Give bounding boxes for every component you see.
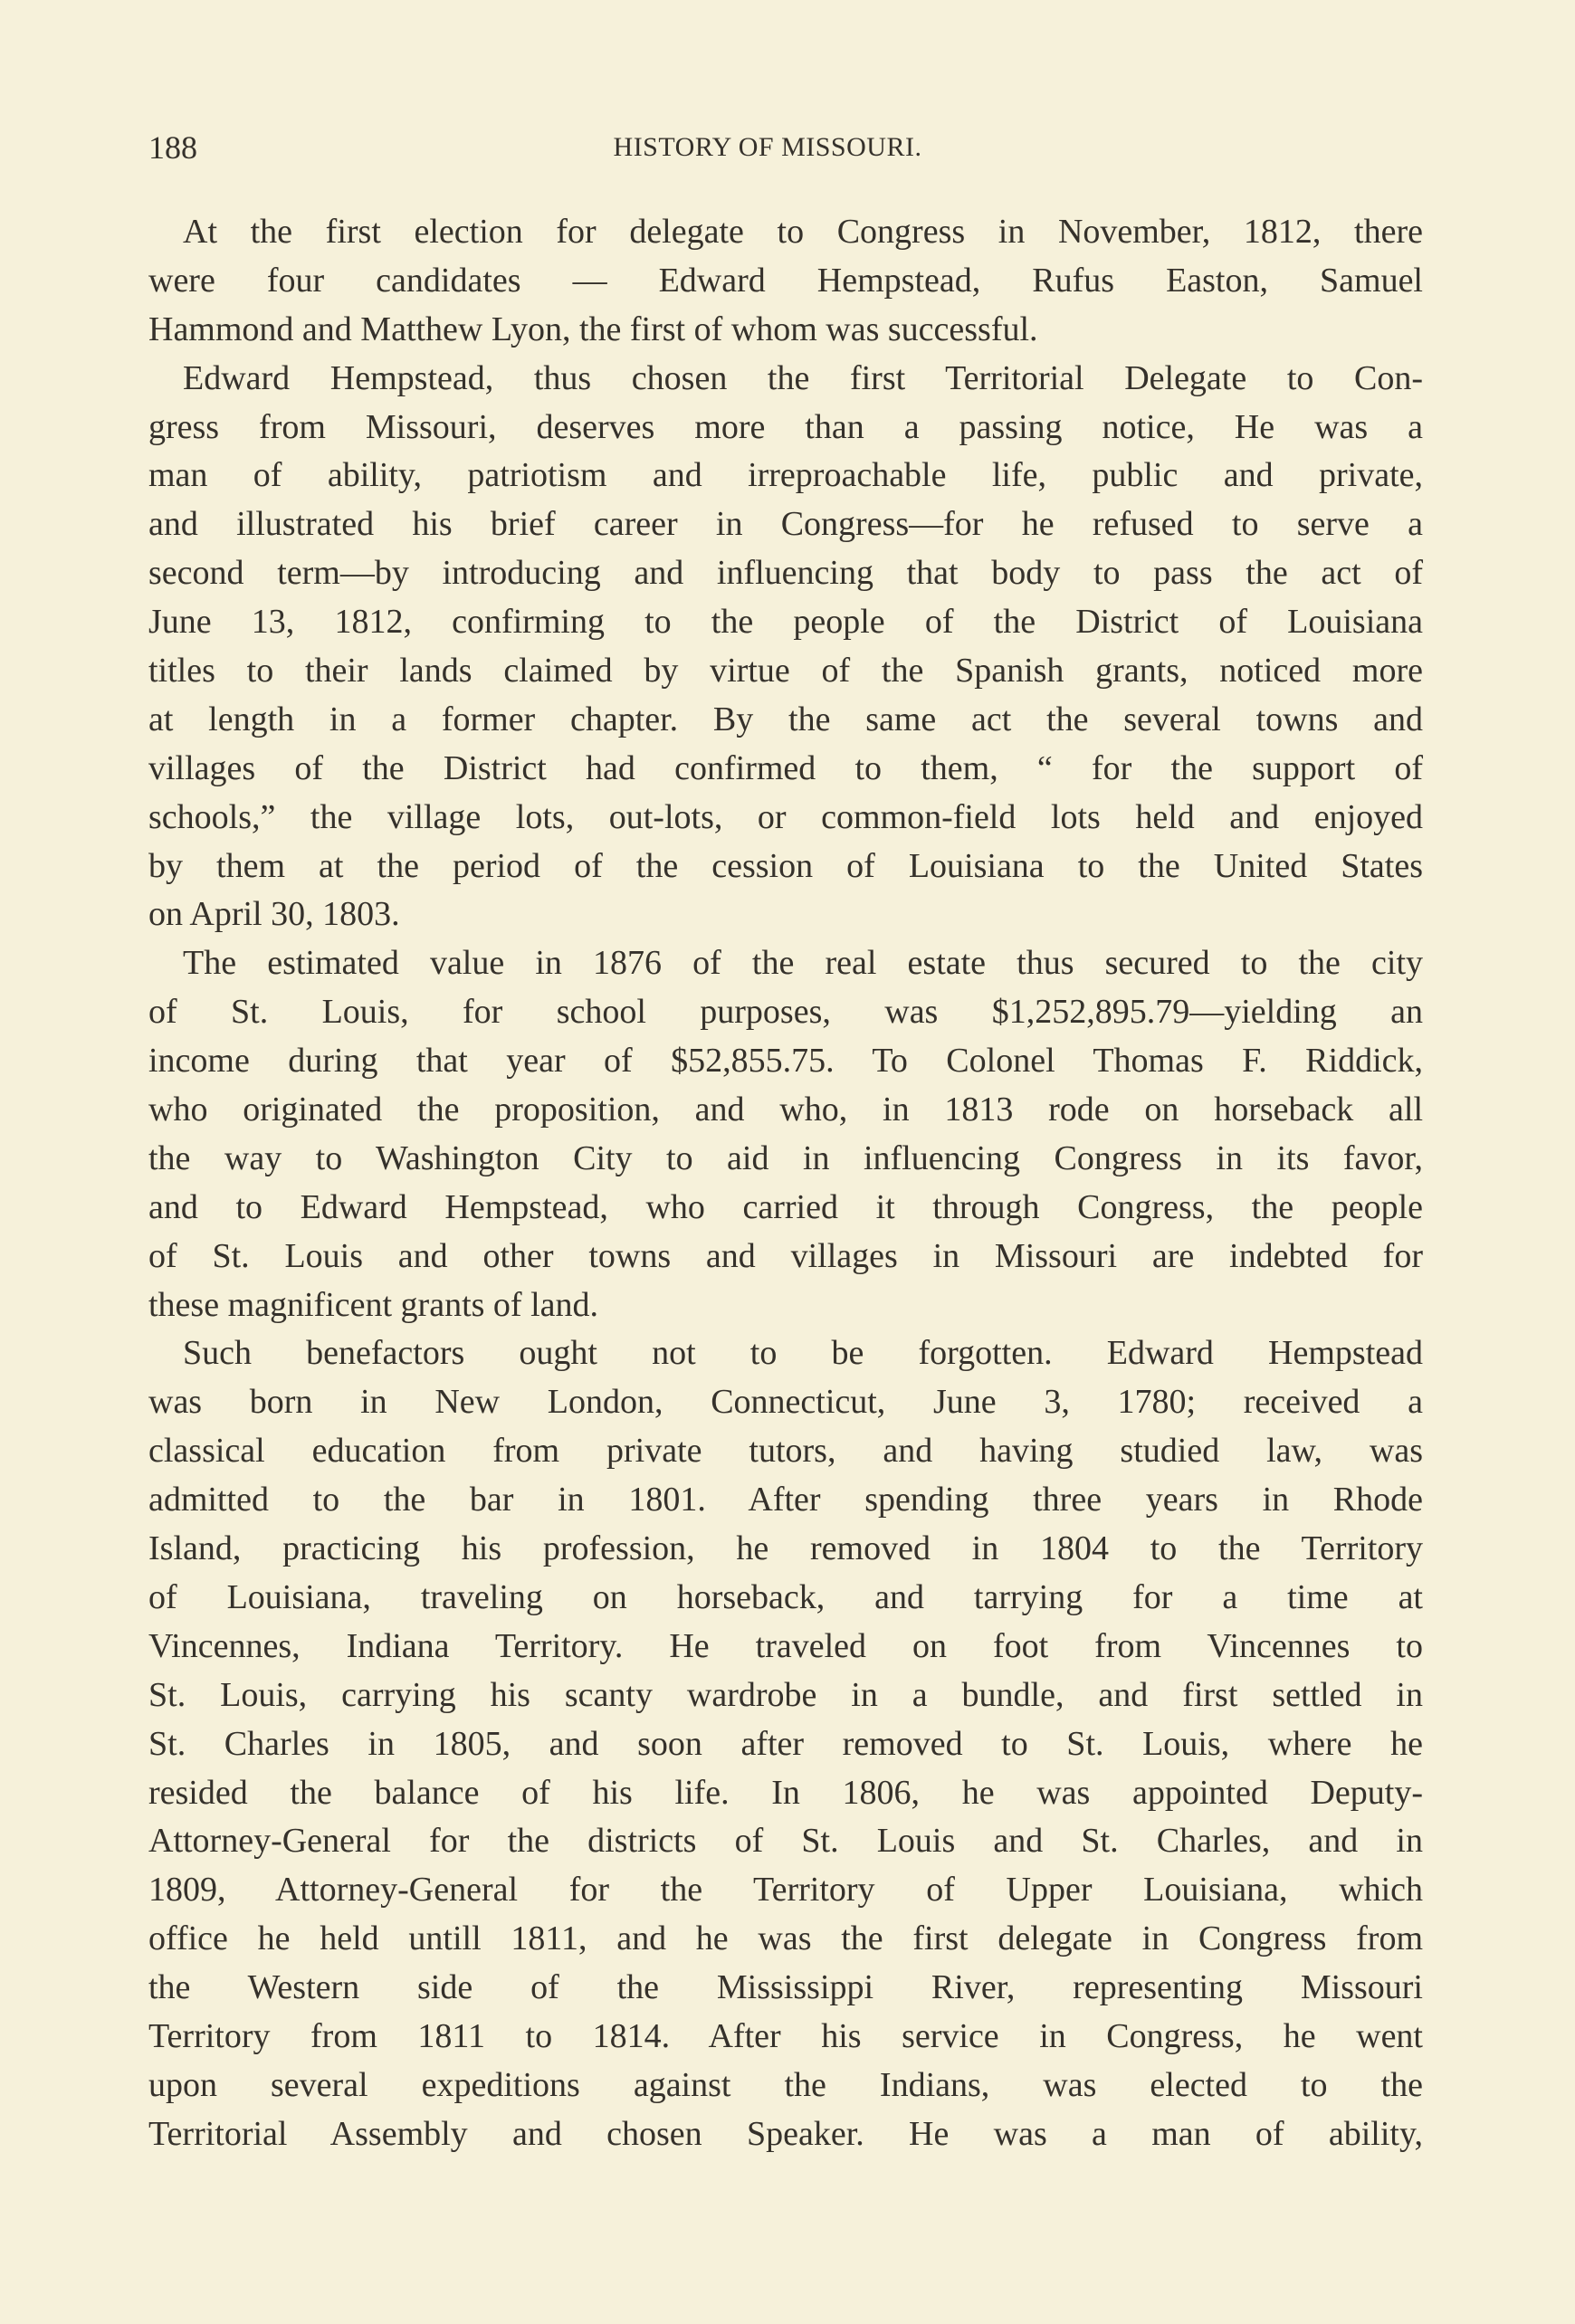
text-line: was born in New London, Connecticut, June 3, 1780; received a	[148, 1383, 1423, 1422]
text-line: titles to their lands claimed by virtue of the Spanish grants, noticed more	[148, 652, 1423, 691]
text-line: resided the balance of his life. In 1806, he was appointed Deputy-	[148, 1773, 1423, 1812]
text-line: Territory from 1811 to 1814. After his service in Congress, he went	[148, 2016, 1423, 2055]
page-number: 188	[148, 129, 197, 166]
running-head: HISTORY OF MISSOURI.	[613, 132, 922, 162]
text-line: and illustrated his brief career in Congress—for he refused to serve a	[148, 505, 1423, 544]
text-line: these magnificent grants of land.	[148, 1285, 599, 1324]
body-text	[148, 208, 1423, 2159]
text-line: schools,” the village lots, out-lots, or common-field lots held and enjoyed	[148, 797, 1423, 836]
text-line: Attorney-General for the districts of St. Louis and St. Charles, and in	[148, 1822, 1423, 1861]
text-line: on April 30, 1803.	[148, 895, 400, 934]
text-line: and to Edward Hempstead, who carried it through Congress, the people	[148, 1187, 1423, 1226]
text-line: gress from Missouri, deserves more than a passing notice, He was a	[148, 407, 1423, 446]
text-line: Such benefactors ought not to be forgotten. Edward Hempstead	[183, 1334, 1423, 1373]
text-line: the way to Washington City to aid in influencing Congress in its favor,	[148, 1138, 1423, 1177]
text-line: who originated the proposition, and who, in 1813 rode on horseback all	[148, 1091, 1423, 1129]
text-line: classical education from private tutors, and having studied law, was	[148, 1432, 1423, 1471]
text-line: second term—by introducing and influencing that body to pass the act of	[148, 554, 1423, 593]
text-line: June 13, 1812, confirming to the people of the District of Louisiana	[148, 603, 1423, 642]
paragraph	[148, 939, 1423, 1329]
text-line: Island, practicing his profession, he removed in 1804 to the Territory	[148, 1529, 1423, 1568]
text-line: 1809, Attorney-General for the Territory of Upper Louisiana, which	[148, 1871, 1423, 1910]
paragraph	[148, 1329, 1423, 2158]
text-line: by them at the period of the cession of Louisiana to the United States	[148, 846, 1423, 885]
text-line: of St. Louis and other towns and villages in Missouri are indebted for	[148, 1236, 1423, 1275]
text-line: Territorial Assembly and chosen Speaker. He was a man of ability,	[148, 2114, 1423, 2153]
text-line: Edward Hempstead, thus chosen the first Territorial Delegate to Con-	[183, 358, 1423, 397]
text-line: office he held untill 1811, and he was the first delegate in Congress from	[148, 1919, 1423, 1958]
text-line: the Western side of the Mississippi River, representing Missouri	[148, 1968, 1423, 2007]
text-line: admitted to the bar in 1801. After spending three years in Rhode	[148, 1481, 1423, 1519]
text-line: at length in a former chapter. By the same act the several towns and	[148, 700, 1423, 738]
paragraph	[148, 355, 1423, 940]
text-line: of Louisiana, traveling on horseback, and tarrying for a time at	[148, 1577, 1423, 1616]
page-header	[148, 125, 1423, 170]
text-line: St. Louis, carrying his scanty wardrobe in a bundle, and first settled in	[148, 1675, 1423, 1714]
text-line: man of ability, patriotism and irreproachable life, public and private,	[148, 456, 1423, 495]
text-line: of St. Louis, for school purposes, was $1,252,895.79—yielding an	[148, 993, 1423, 1032]
text-line: villages of the District had confirmed to them, “ for the support of	[148, 748, 1423, 787]
text-line: St. Charles in 1805, and soon after removed to St. Louis, where he	[148, 1724, 1423, 1763]
text-line: At the first election for delegate to Congress in November, 1812, there	[183, 213, 1423, 251]
paragraph	[148, 208, 1423, 355]
text-line: The estimated value in 1876 of the real estate thus secured to the city	[183, 944, 1423, 983]
text-line: Vincennes, Indiana Territory. He traveled on foot from Vincennes to	[148, 1626, 1423, 1665]
text-line: income during that year of $52,855.75. To Colonel Thomas F. Riddick,	[148, 1042, 1423, 1081]
text-line: upon several expeditions against the Indians, was elected to the	[148, 2065, 1423, 2104]
text-line: Hammond and Matthew Lyon, the first of whom was successful.	[148, 310, 1038, 348]
text-line: were four candidates — Edward Hempstead, Rufus Easton, Samuel	[148, 261, 1423, 300]
